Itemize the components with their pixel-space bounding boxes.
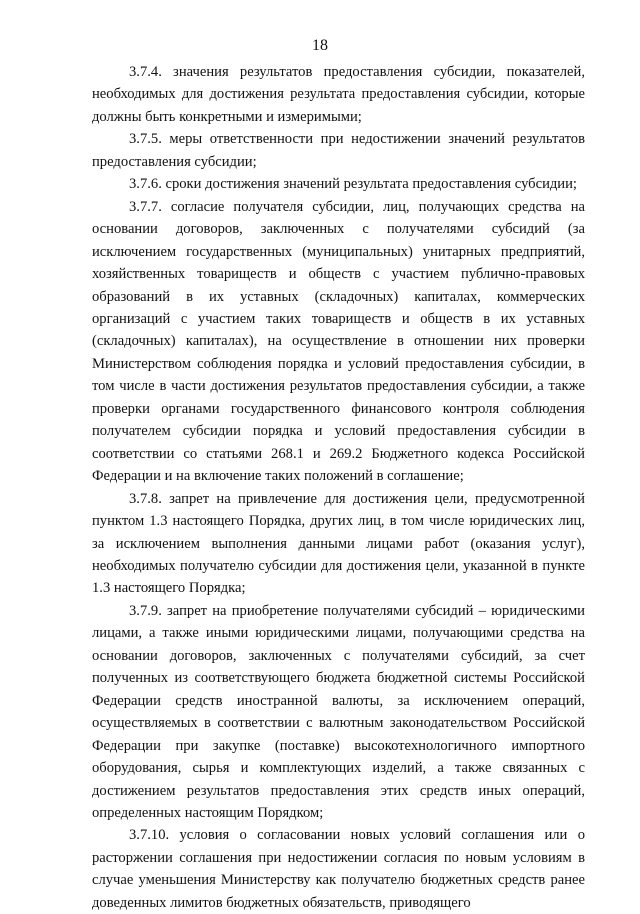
clause-3-7-9: 3.7.9. запрет на приобретение получателями субсидий – юридическими лицами, а также иными юридическими лицами, получающими средства на основании договоров, заключенных с получателями субсидий, за счет полученных из соответствующего бюджета бюджетной системы Российской Федерации средств иностранной валюты, за исключением операций, осуществляемых в соответствии с валютным законодательством Российской Федерации при закупке (поставке) высокотехнологичного импортного оборудования, сырья и комплектующих изделий, а также связанных с достижением результатов предоставления этих средств иных операций, определенных настоящим Порядком; [92,602,585,821]
clause-3-7-5: 3.7.5. меры ответственности при недостижении значений результатов предоставления субсидии; [92,131,585,170]
clause-3-7-6: 3.7.6. сроки достижения значений результата предоставления субсидии; [129,176,577,193]
clause-3-7-7: 3.7.7. согласие получателя субсидии, лиц, получающих средства на основании договоров, заключенных с получателями субсидий (за исключением государственных (муниципальных) унитарных предприятий, хозяйственных товариществ и обществ с участием публично-правовых образований в их уставных (складочных) капиталах, коммерческих организаций с участием таких товариществ и обществ в их уставных (складочных) капиталах), на осуществление в отношении них проверки Министерством соблюдения порядка и условий предоставления субсидии, в том числе в части достижения результатов предоставления субсидии, а также проверки органами государственного финансового контроля соблюдения получателем субсидии порядка и условий предоставления субсидии в соответствии со статьями 268.1 и 269.2 Бюджетного кодекса Российской Федерации и на включение таких положений в соглашение; [92,198,585,485]
clause-3-7-4: 3.7.4. значения результатов предоставления субсидии, показателей, необходимых для достижения результата предоставления субсидии, которые должны быть конкретными и измеримыми; [92,64,585,125]
document-body [92,61,585,914]
page-number: 18 [312,37,328,54]
clause-3-7-8: 3.7.8. запрет на привлечение для достижения цели, предусмотренной пунктом 1.3 настоящего Порядка, других лиц, в том числе юридических лиц, за исключением выполнения данными лицами работ (оказания услуг), необходимых получателю субсидии для достижения цели, указанной в пункте 1.3 настоящего Порядка; [92,490,585,597]
clause-3-7-10: 3.7.10. условия о согласовании новых условий соглашения или о расторжении соглашения при недостижении согласия по новым условиям в случае уменьшения Министерству как получателю бюджетных средств ранее доведенных лимитов бюджетных обязательств, приводящего [92,827,585,911]
